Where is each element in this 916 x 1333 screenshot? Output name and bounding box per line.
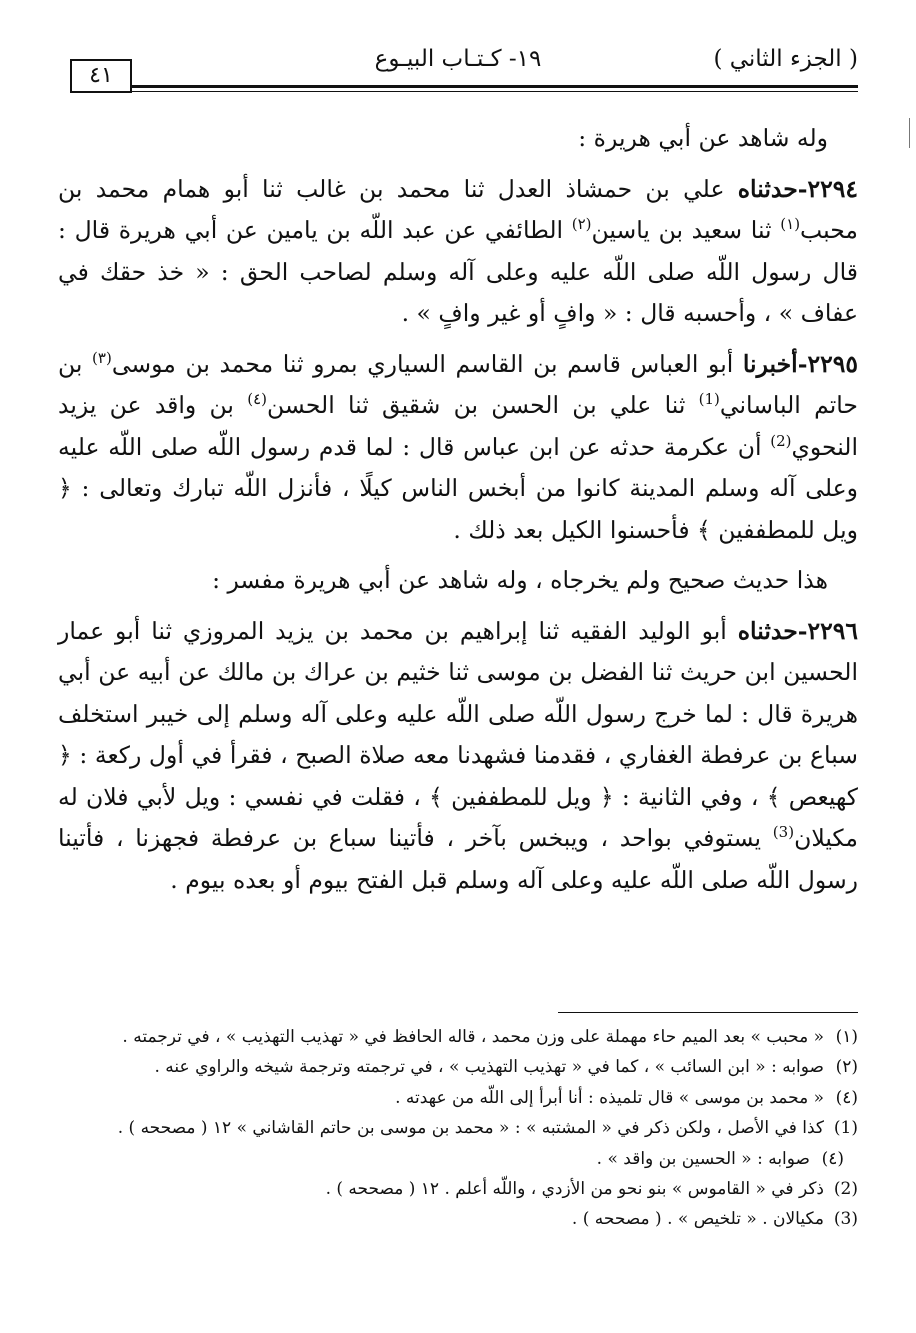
footnote-item [58,1113,858,1143]
hadith-2296 [58,611,858,902]
footnote-item [58,1174,858,1204]
footnote-ref[interactable]: (٣) [92,348,112,367]
footnote-mark: (٤) [835,1087,858,1108]
margin-mark [909,118,910,148]
footnote-item [58,1052,858,1082]
chapter-title: ١٩- كـتـاب البيـوع [374,46,542,72]
running-head [0,44,916,80]
footnote-text: « محبب » بعد الميم حاء مهملة على وزن محمد ، قاله الحافظ في « تهذيب التهذيب » ، في ترجمته . [122,1027,824,1047]
footnote-text: ذكر في « القاموس » بنو نحو من الأزدي ، واللّه أعلم . ١٢ ( مصححه ) . [325,1179,824,1200]
hadith-2294 [58,169,858,335]
part-title: ( الجزء الثاني ) [713,46,858,72]
page-number: ٤١ [70,59,132,93]
hadith-text: أبو الوليد الفقيه ثنا إبراهيم بن محمد بن يزيد المروزي ثنا أبو عمار الحسين ابن حريث ثنا الفضل بن موسى ثنا خثيم بن عراك بن مالك عن أبيه عن أبي هريرة قال : لما خرج رسول اللّه صلى اللّه عليه وعلى آله وسلم إلى خيبر استخلف سباع بن عرفطة الغفاري ، فقدمنا فشهدنا معه صلاة الصبح ، فقرأ في أول ركعة : ﴿ كهيعص ﴾ ، وفي الثانية : ﴿ ويل للمطففين ﴾ ، فقلت في نفسي : ويل لأبي فلان له مكيلان [58,616,858,852]
header-rule-thin [132,91,858,92]
footnote-item [58,1083,858,1113]
hadith-text: علي بن حمشاذ العدل ثنا محمد بن غالب ثنا أبو همام محمد بن محبب [58,174,858,244]
hadith-text: يستوفي بواحد ، ويبخس بآخر ، فأتينا سباع بن عرفطة فجهزنا ، فأتينا رسول اللّه صلى اللّه عليه وعلى آله وسلم قبل الفتح بيوم أو بعده بيوم . [58,824,858,894]
footnotes [58,1022,858,1235]
footnote-ref[interactable]: (١) [780,215,801,234]
footnote-mark: (٢) [835,1057,858,1078]
footnote-text: صوابه : « الحسين بن واقد » . [596,1148,810,1169]
hadith-text: ثنا سعيد بن ياسين [591,216,772,244]
hadith-text: أبو العباس قاسم بن القاسم السياري بمرو ثنا محمد بن موسى [111,349,734,378]
footnote-item [58,1144,858,1174]
hadith-text: بن حاتم الباساني [58,349,858,419]
hadith-lead-word: أخبرنا [742,349,798,378]
hadith-number: ٢٢٩٥- [797,349,858,378]
footnote-separator [558,1012,858,1013]
hadith-text: الطائفي عن عبد اللّه بن يامين عن أبي هريرة قال : قال رسول اللّه صلى اللّه عليه وعلى آله وسلم لصاحب الحق : « خذ حقك في عفاف » ، وأحسبه قال : « وافٍ أو غير وافٍ » . [58,216,858,327]
intro-line: وله شاهد عن أبي هريرة : [578,124,828,152]
footnote-mark: (2) [833,1179,858,1200]
footnote-item [58,1204,858,1234]
header-rule-thick [132,85,858,88]
footnote-mark: (3) [833,1209,858,1230]
hadith-number: ٢٢٩٦- [797,616,858,645]
hadith-text: ثنا علي بن الحسن بن شقيق ثنا الحسن [267,391,686,419]
footnote-text: مكيالان . « تلخيص » . ( مصححه ) . [571,1209,824,1230]
footnote-mark: (٤) [821,1148,844,1169]
hadith-text: بن واقد عن يزيد النحوي [58,391,858,461]
hadith-lead-word: حدثناه [737,174,798,203]
footnote-ref[interactable]: (2) [770,431,792,450]
footnote-mark: (١) [835,1027,858,1047]
hadith-lead-word: حدثناه [737,616,798,645]
footnote-text: « محمد بن موسى » قال تلميذه : أنا أبرأ إلى اللّه من عهدته . [395,1087,824,1108]
footnote-ref[interactable]: (3) [772,823,795,842]
footnote-item [58,1022,858,1052]
footnote-text: كذا في الأصل ، ولكن ذكر في « المشتبه » : « محمد بن موسى بن حاتم القاشاني » ١٢ ( مصححه ) . [117,1118,824,1139]
footnote-mark: (1) [833,1118,858,1139]
footnote-ref[interactable]: (1) [698,390,720,409]
footnote-text: صوابه : « ابن السائب » ، كما في « تهذيب التهذيب » ، في ترجمته وترجمة شيخه والراوي عنه . [154,1057,824,1078]
main-text [58,118,858,901]
hadith-text: أن عكرمة حدثه عن ابن عباس قال : لما قدم رسول اللّه صلى اللّه عليه وعلى آله وسلم المدينة كانوا من أبخس الناس كيلًا ، فأنزل اللّه تبارك وتعالى : ﴿ ويل للمطففين ﴾ فأحسنوا الكيل بعد ذلك . [58,432,858,544]
hadith-number: ٢٢٩٤- [797,174,858,203]
hadith-2295 [58,344,858,552]
footnote-ref[interactable]: (٤) [247,390,268,409]
grading-line: هذا حديث صحيح ولم يخرجاه ، وله شاهد عن أبي هريرة مفسر : [212,566,828,594]
footnote-ref[interactable]: (٢) [571,215,592,234]
